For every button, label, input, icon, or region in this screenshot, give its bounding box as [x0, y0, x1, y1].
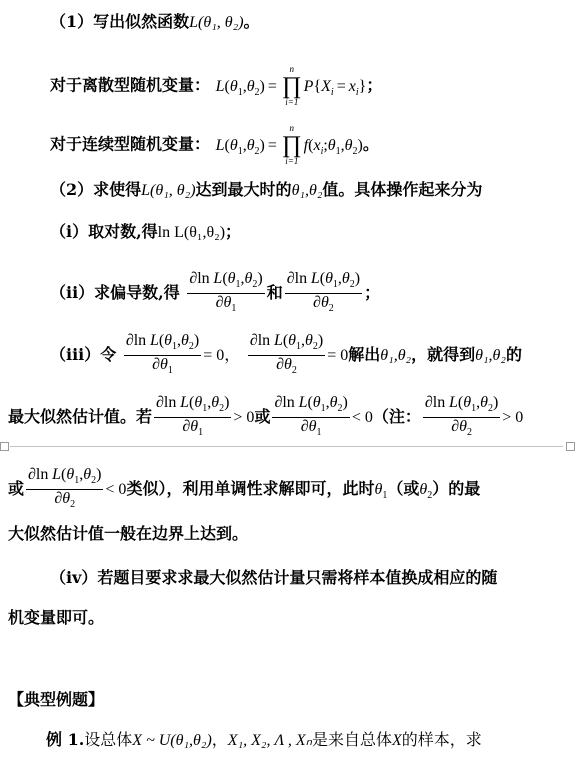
step-iii-line4: 大似然估计值一般在边界上达到。 [8, 524, 249, 543]
step2-line: （2）求使得L(θ₁, θ₂)达到最大时的θ₁,θ₂值。具体操作起来分为 [50, 180, 483, 199]
step-iii-line2: 最大似然估计值。若 $\frac{\partial\ln L(\theta_1,\theta_2)}{\partial\theta_1}$ > 0或 $\frac{\partial\ln L(\theta_1,\theta_2)}{\partial\theta_1}$ < 0（注： $\frac{\partial\ln L(\theta_1,\theta_2)}{\partial\theta_2}$ > 0 [8, 394, 523, 441]
step-iv-line2: 机变量即可。 [8, 608, 105, 627]
sample-list: X₁, X₂, Λ , Xₙ [227, 732, 312, 749]
partial-theta2-eq-zero: $\frac{\partial\ln L(\theta_1,\theta_2)}{\partial\theta_2}$ [249, 332, 324, 376]
partial-theta1-gt-zero: $\frac{\partial\ln L(\theta_1,\theta_2)}{\partial\theta_1}$ [156, 394, 230, 438]
page-break-rule [10, 446, 563, 447]
discrete-formula: $L(\theta_1,\theta_2)$ = n ∏ i=1 $P\{X_i = x_i\}$ [215, 64, 367, 107]
step-iii-line3: 或 $\frac{\partial\ln L(\theta_1,\theta_2)}{\partial\theta_2}$ < 0类似），利用单调性求解即可，此时$\theta_1$（或$\theta_2$）的最 [8, 466, 480, 513]
uniform-distribution: X ~ U(θ₁,θ₂) [132, 732, 212, 749]
step1-heading-line: （1）写出似然函数L(θ₁, θ₂)。 [50, 12, 260, 31]
partial-theta2-lt-zero: $\frac{\partial\ln L(\theta_1,\theta_2)}{\partial\theta_2}$ [28, 466, 102, 510]
product-symbol: n ∏ i=1 [281, 64, 302, 107]
examples-heading: 【典型例题】 [8, 690, 105, 709]
continuous-formula: $L(\theta_1,\theta_2)$ = n ∏ i=1 $f(x_i;\theta_1,\theta_2)$ [215, 123, 363, 166]
discrete-formula-line: 对于离散型随机变量： $L(\theta_1,\theta_2)$ = n ∏ i=1 $P\{X_i = x_i\}$； [50, 64, 383, 107]
continuous-formula-line: 对于连续型随机变量： $L(\theta_1,\theta_2)$ = n ∏ i=1 $f(x_i;\theta_1,\theta_2)$。 [50, 123, 379, 166]
step-iv-line1: （iv）若题目要求求最大似然估计量只需将样本值换成相应的随 [50, 568, 498, 587]
partial-theta1-eq-zero: $\frac{\partial\ln L(\theta_1,\theta_2)}{\partial\theta_1}$ [125, 332, 200, 376]
partial-derivative-theta1: $\frac{\partial\ln L(\theta_1,\theta_2)}{\partial\theta_1}$ [189, 270, 263, 314]
product-symbol: n ∏ i=1 [281, 123, 302, 166]
step-iii-line: （iii）令 $\frac{\partial\ln L(\theta_1,\theta_2)}{\partial\theta_1}$ = 0， $\frac{\partial\ln L(\theta_1,\theta_2)}{\partial\theta_2}$ = 0解出θ₁,θ₂，就得到θ₁,θ₂的 [50, 332, 522, 379]
page-break-separator [0, 442, 575, 450]
likelihood-function: L(θ₁, θ₂) [189, 14, 244, 31]
page-break-marker-left [0, 442, 9, 451]
example-1-line: 例 1.设总体X ~ U(θ₁,θ₂)，X₁, X₂, Λ , Xₙ是来自总体X的样本，求 [46, 730, 482, 749]
log-likelihood: ln L(θ₁,θ₂) [157, 224, 226, 241]
step-i-line: （i）取对数,得ln L(θ₁,θ₂)； [50, 222, 242, 241]
example-1-label: 例 1. [46, 730, 85, 749]
step-ii-line: （ii）求偏导数,得 $\frac{\partial\ln L(\theta_1,\theta_2)}{\partial\theta_1}$ 和 $\frac{\partial\ln L(\theta_1,\theta_2)}{\partial\theta_2}$ ； [50, 270, 380, 317]
theta-pair: θ₁,θ₂ [291, 182, 323, 199]
partial-theta2-gt-zero: $\frac{\partial\ln L(\theta_1,\theta_2)}{\partial\theta_2}$ [424, 394, 499, 438]
partial-theta1-lt-zero: $\frac{\partial\ln L(\theta_1,\theta_2)}{\partial\theta_1}$ [274, 394, 348, 438]
partial-derivative-theta2: $\frac{\partial\ln L(\theta_1,\theta_2)}{\partial\theta_2}$ [286, 270, 361, 314]
page-break-marker-right [566, 442, 575, 451]
